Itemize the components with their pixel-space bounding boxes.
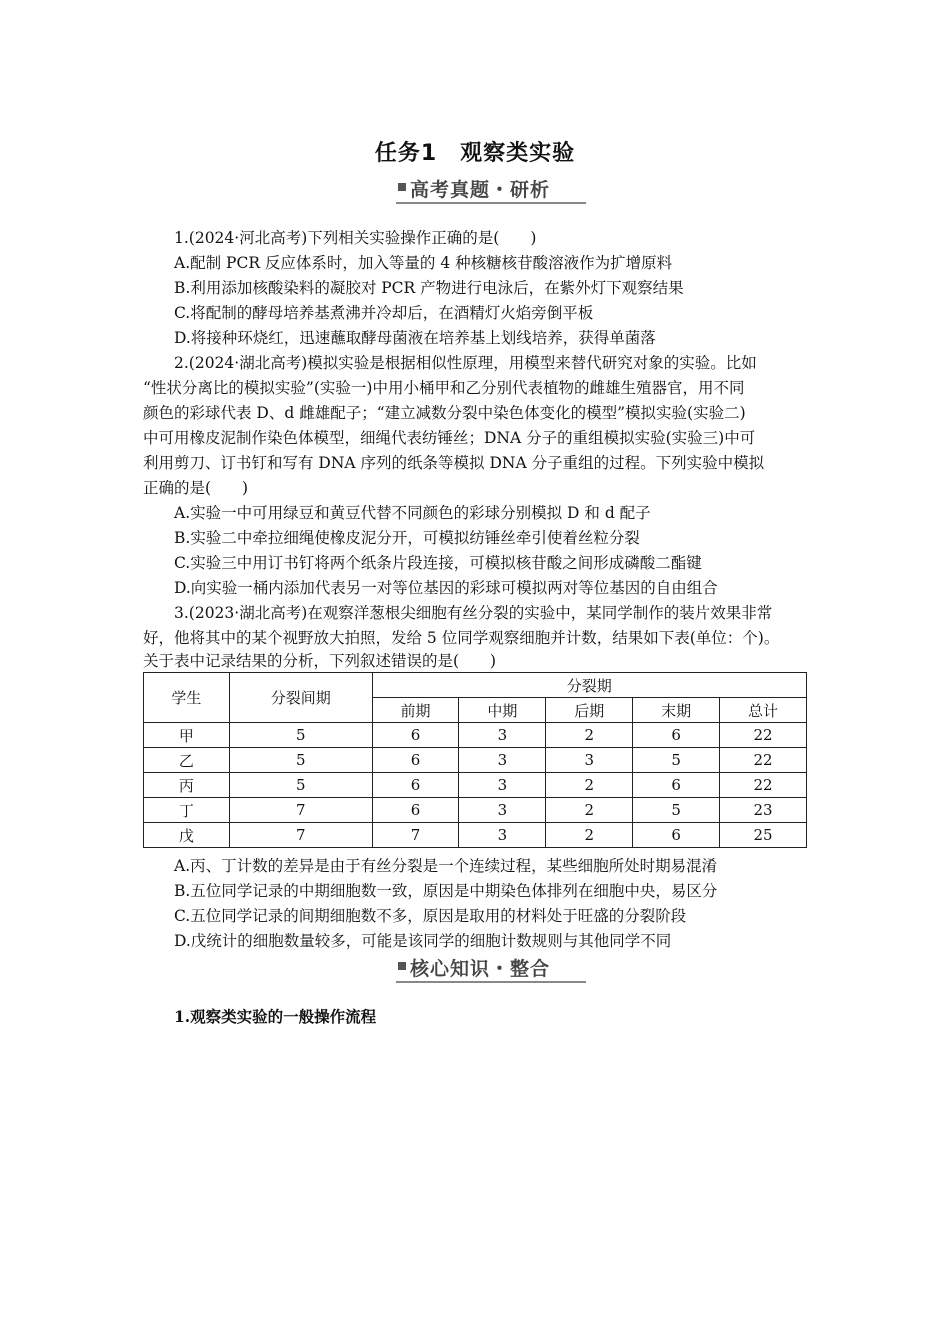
table-cell: 丁 xyxy=(144,798,230,823)
table-cell: 25 xyxy=(720,823,807,848)
question-text: 模拟实验是根据相似性原理，用模型来替代研究对象的实验。比如 xyxy=(307,354,757,372)
table-cell: 3 xyxy=(459,798,546,823)
banner-label: 核心知识・整合 xyxy=(410,958,551,980)
option-text: D.向实验一桶内添加代表另一对等位基因的彩球可模拟两对等位基因的自由组合 xyxy=(174,579,718,597)
header-total: 总计 xyxy=(720,698,807,723)
question-text: 颜色的彩球代表 D、d 雌雄配子；“建立减数分裂中染色体变化的模型”模拟实验(实验二) xyxy=(143,404,746,422)
banner-label: 高考真题・研析 xyxy=(410,179,551,201)
table-cell: 6 xyxy=(633,773,720,798)
header-student: 学生 xyxy=(144,673,230,723)
banner-square-icon xyxy=(398,962,406,970)
table-cell: 3 xyxy=(546,748,633,773)
question-source: 3.(2023·湖北高考) xyxy=(174,604,308,622)
table-cell: 6 xyxy=(372,723,459,748)
table-cell: 甲 xyxy=(144,723,230,748)
table-cell: 6 xyxy=(372,773,459,798)
header-division-phase: 分裂期 xyxy=(372,673,806,698)
table-cell: 22 xyxy=(720,748,807,773)
question-text: 中可用橡皮泥制作染色体模型，细绳代表纺锤丝；DNA 分子的重组模拟实验(实验三)中可 xyxy=(143,429,756,447)
header-anaphase: 后期 xyxy=(546,698,633,723)
header-metaphase: 中期 xyxy=(459,698,546,723)
question-text: 正确的是( ) xyxy=(143,479,249,497)
table-cell: 22 xyxy=(720,723,807,748)
question-text: 利用剪刀、订书钉和写有 DNA 序列的纸条等模拟 DNA 分子重组的过程。下列实验中模拟 xyxy=(143,454,765,472)
table-cell: 23 xyxy=(720,798,807,823)
table-row xyxy=(144,748,807,773)
table-cell: 6 xyxy=(372,748,459,773)
table-cell: 戊 xyxy=(144,823,230,848)
header-prophase: 前期 xyxy=(372,698,459,723)
section-heading: 1.观察类实验的一般操作流程 xyxy=(174,1007,377,1026)
table-cell: 7 xyxy=(229,823,372,848)
option-text: B.五位同学记录的中期细胞数一致，原因是中期染色体排列在细胞中央，易区分 xyxy=(174,882,718,900)
banner-underline xyxy=(396,202,586,204)
question-text: 下列相关实验操作正确的是( ) xyxy=(307,229,537,247)
table-cell: 2 xyxy=(546,773,633,798)
question-text: 好，他将其中的某个视野放大拍照，发给 5 位同学观察细胞并计数，结果如下表(单位：个)。 xyxy=(143,629,780,647)
option-text: D.将接种环烧红，迅速蘸取酵母菌液在培养基上划线培养，获得单菌落 xyxy=(174,329,656,347)
table-cell: 5 xyxy=(229,723,372,748)
question-source: 1.(2024·河北高考) xyxy=(174,229,308,247)
option-text: A.实验一中可用绿豆和黄豆代替不同颜色的彩球分别模拟 D 和 d 配子 xyxy=(174,504,651,522)
table-cell: 6 xyxy=(633,823,720,848)
table-row xyxy=(144,773,807,798)
table-cell: 丙 xyxy=(144,773,230,798)
section-banner-knowledge xyxy=(396,953,586,983)
header-telophase: 末期 xyxy=(633,698,720,723)
table-cell: 5 xyxy=(633,748,720,773)
option-text: D.戊统计的细胞数量较多，可能是该同学的细胞计数规则与其他同学不同 xyxy=(174,932,672,950)
table-cell: 2 xyxy=(546,823,633,848)
option-text: C.五位同学记录的间期细胞数不多，原因是取用的材料处于旺盛的分裂阶段 xyxy=(174,907,687,925)
page-title: 任务1 观察类实验 xyxy=(374,141,576,166)
option-text: C.将配制的酵母培养基煮沸并冷却后，在酒精灯火焰旁倒平板 xyxy=(174,304,594,322)
table-cell: 5 xyxy=(229,748,372,773)
table-cell: 7 xyxy=(372,823,459,848)
table-cell: 6 xyxy=(633,723,720,748)
section-banner-exam xyxy=(396,174,586,204)
table-row xyxy=(144,823,807,848)
table-cell: 7 xyxy=(229,798,372,823)
question-text: 关于表中记录结果的分析，下列叙述错误的是( ) xyxy=(143,652,497,670)
option-text: C.实验三中用订书钉将两个纸条片段连接，可模拟核苷酸之间形成磷酸二酯键 xyxy=(174,554,702,572)
question-2-stem xyxy=(174,353,757,373)
table-cell: 5 xyxy=(229,773,372,798)
question-1-stem xyxy=(174,228,536,248)
question-3-stem xyxy=(174,603,772,623)
option-text: A.丙、丁计数的差异是由于有丝分裂是一个连续过程，某些细胞所处时期易混淆 xyxy=(174,857,718,875)
table-cell: 3 xyxy=(459,773,546,798)
table-cell: 5 xyxy=(633,798,720,823)
table-cell: 3 xyxy=(459,823,546,848)
banner-underline xyxy=(396,981,586,983)
option-text: B.实验二中牵拉细绳使橡皮泥分开，可模拟纺锤丝牵引使着丝粒分裂 xyxy=(174,529,640,547)
banner-square-icon xyxy=(398,183,406,191)
cell-count-table xyxy=(143,672,807,848)
table-row xyxy=(144,798,807,823)
table-row xyxy=(144,723,807,748)
header-interphase: 分裂间期 xyxy=(229,673,372,723)
table-cell: 2 xyxy=(546,798,633,823)
table-cell: 6 xyxy=(372,798,459,823)
table-cell: 2 xyxy=(546,723,633,748)
question-text: “性状分离比的模拟实验”(实验一)中用小桶甲和乙分别代表植物的雌雄生殖器官，用不同 xyxy=(143,379,745,397)
option-text: B.利用添加核酸染料的凝胶对 PCR 产物进行电泳后，在紫外灯下观察结果 xyxy=(174,279,684,297)
table-cell: 乙 xyxy=(144,748,230,773)
option-text: A.配制 PCR 反应体系时，加入等量的 4 种核糖核苷酸溶液作为扩增原料 xyxy=(174,254,673,272)
question-text: 在观察洋葱根尖细胞有丝分裂的实验中，某同学制作的装片效果非常 xyxy=(307,604,773,622)
table-cell: 22 xyxy=(720,773,807,798)
question-source: 2.(2024·湖北高考) xyxy=(174,354,308,372)
table-cell: 3 xyxy=(459,723,546,748)
table-cell: 3 xyxy=(459,748,546,773)
